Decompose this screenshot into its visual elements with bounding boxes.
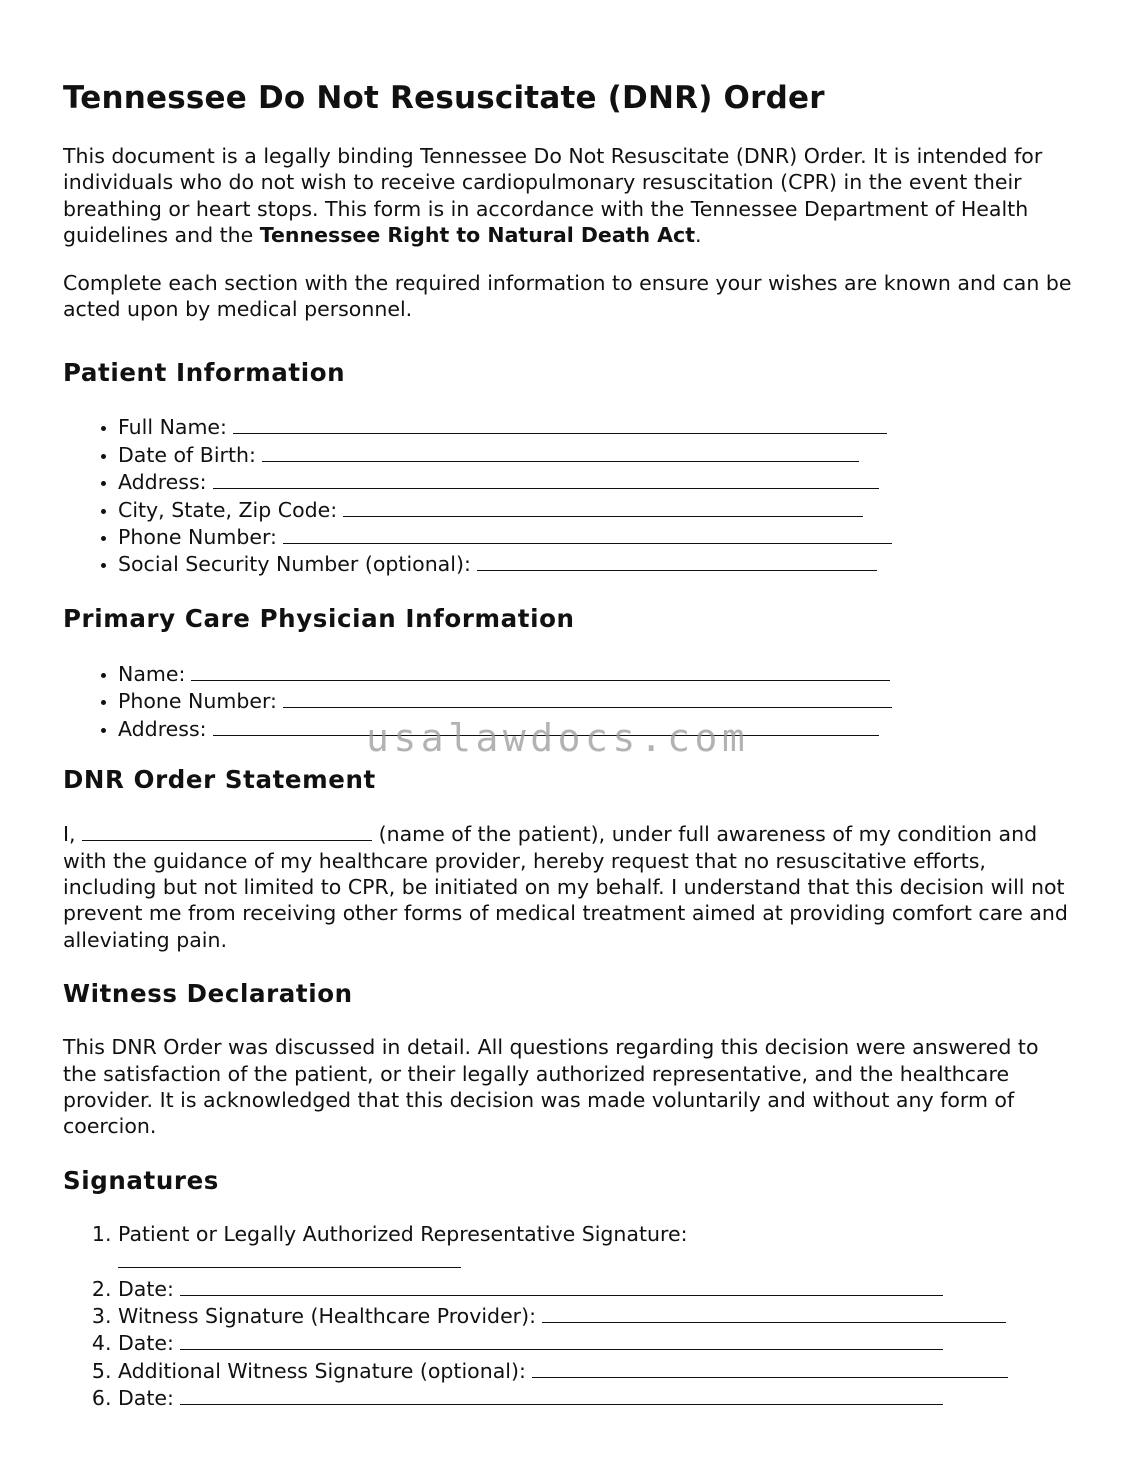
signature-label: Date: [118, 1386, 174, 1411]
field-phone-number[interactable] [118, 523, 1073, 550]
intro-paragraph [63, 143, 1073, 249]
field-city-state-zip[interactable] [118, 496, 1073, 523]
document-page [63, 0, 1073, 1412]
field-date-of-birth[interactable] [118, 441, 1073, 468]
blank-line [343, 496, 863, 517]
patient-name-blank[interactable] [82, 820, 372, 841]
signature-additional-witness[interactable] [118, 1357, 1073, 1384]
blank-line [180, 1275, 943, 1296]
blank-line [283, 687, 892, 708]
blank-line [213, 468, 879, 489]
field-label: Date of Birth: [118, 442, 256, 467]
section-heading-signatures: Signatures [63, 1165, 219, 1195]
signature-label: Date: [118, 1276, 174, 1301]
section-heading-patient: Patient Information [63, 358, 346, 388]
signature-date-3[interactable] [118, 1384, 1073, 1411]
blank-line [118, 1247, 461, 1268]
dnr-prefix: I, [63, 822, 76, 847]
signature-label: Witness Signature (Healthcare Provider): [118, 1303, 537, 1328]
field-label: Address: [118, 470, 207, 495]
page-title: Tennessee Do Not Resuscitate (DNR) Order [63, 80, 825, 116]
section-heading-physician: Primary Care Physician Information [63, 603, 575, 633]
intro-act-name: Tennessee Right to Natural Death Act [259, 223, 696, 248]
watermark-text: usalawdocs.com [366, 716, 750, 760]
blank-line [477, 550, 877, 571]
blank-line [180, 1329, 943, 1350]
intro-text-end: . [695, 223, 702, 248]
patient-fields-list [63, 413, 1073, 577]
field-physician-name[interactable] [118, 660, 1073, 687]
field-address[interactable] [118, 468, 1073, 495]
blank-line [532, 1357, 1008, 1378]
blank-line [283, 523, 892, 544]
field-label: Phone Number: [118, 689, 277, 714]
blank-line [542, 1302, 1006, 1323]
field-label: Social Security Number (optional): [118, 552, 471, 577]
intro-text: This document is a legally binding Tennessee Do Not Resuscitate (DNR) Order. It is intended for individuals who do not wish to receive cardiopulmonary resuscitation (CPR) in the event their breathing or heart stops. This form is in accordance with the Tennessee Department of Health guidelines and the [63, 144, 1043, 248]
blank-line [262, 441, 859, 462]
field-full-name[interactable] [118, 413, 1073, 440]
blank-line [233, 413, 887, 434]
signature-patient[interactable] [118, 1221, 1073, 1275]
dnr-statement-paragraph [63, 820, 1073, 953]
blank-line [191, 660, 890, 681]
blank-line [180, 1384, 943, 1405]
field-ssn[interactable] [118, 550, 1073, 577]
instructions-paragraph: Complete each section with the required information to ensure your wishes are known and can be acted upon by medical personnel. [63, 270, 1072, 322]
signature-label: Date: [118, 1331, 174, 1356]
field-label: Name: [118, 661, 186, 686]
signature-date-1[interactable] [118, 1275, 1073, 1302]
dnr-text: (name of the patient), under full awareness of my condition and with the guidance of my healthcare provider, hereby request that no resuscitative efforts, including but not limited to CPR, be initiated on my behalf. I understand that this decision will not prevent me from receiving other forms of medical treatment aimed at providing comfort care and alleviating pain. [63, 822, 1068, 952]
field-label: Full Name: [118, 415, 227, 440]
signature-date-2[interactable] [118, 1329, 1073, 1356]
signature-label: Additional Witness Signature (optional): [118, 1358, 526, 1383]
field-label: Address: [118, 716, 207, 741]
witness-paragraph: This DNR Order was discussed in detail. All questions regarding this decision were answered to the satisfaction of the patient, or their legally authorized representative, and the healthcare provider. It is acknowledged that this decision was made voluntarily and without any form of coercion. [63, 1035, 1039, 1139]
section-heading-dnr: DNR Order Statement [63, 765, 376, 795]
field-label: Phone Number: [118, 525, 277, 550]
field-physician-phone[interactable] [118, 687, 1073, 714]
signature-witness[interactable] [118, 1302, 1073, 1329]
section-heading-witness: Witness Declaration [63, 979, 353, 1009]
field-label: City, State, Zip Code: [118, 497, 338, 522]
signatures-list [63, 1221, 1073, 1412]
signature-label: Patient or Legally Authorized Representative Signature: [118, 1221, 688, 1246]
